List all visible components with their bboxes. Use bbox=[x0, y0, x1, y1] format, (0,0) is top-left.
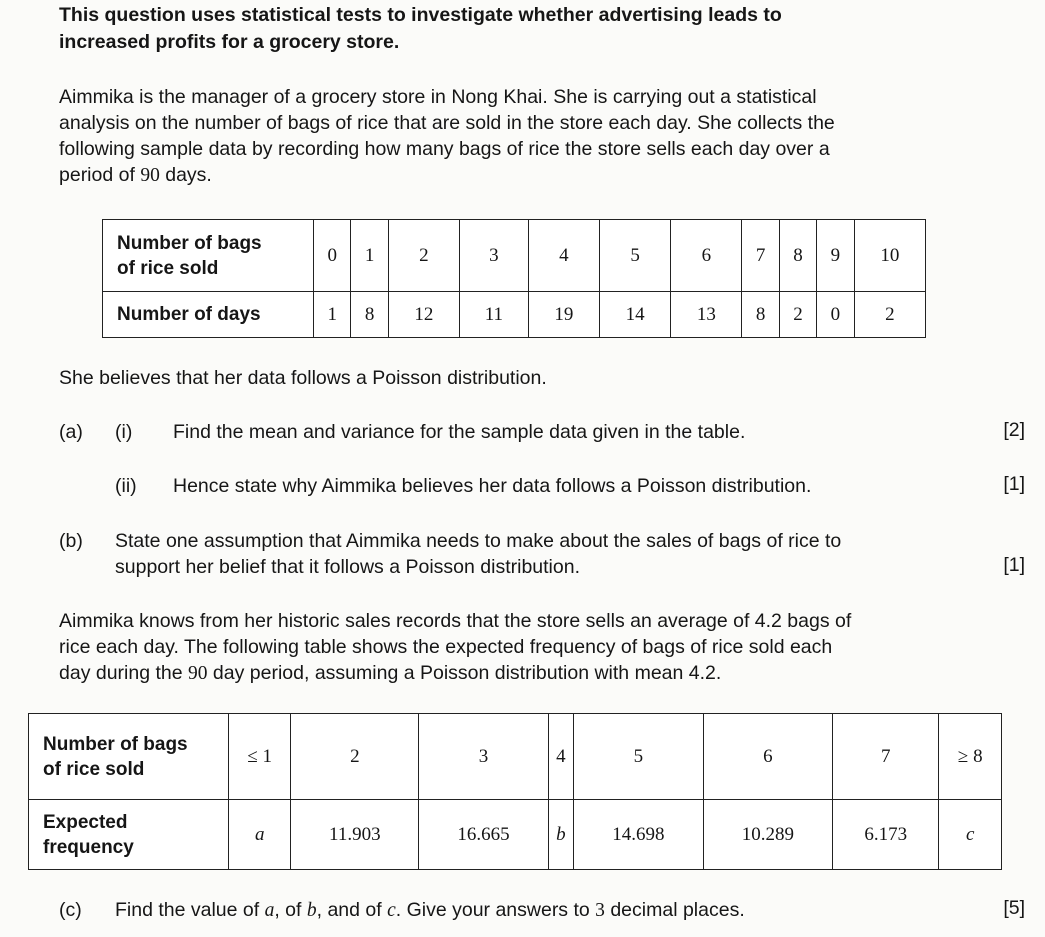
table2-bag-cell: ≥ 8 bbox=[939, 714, 1002, 800]
belief-text: She believes that her data follows a Poisson distribution. bbox=[59, 367, 547, 389]
table1-bag-cell: 6 bbox=[671, 220, 742, 292]
table2-freq-header-line1: Expected bbox=[43, 811, 128, 833]
table2-freq-header bbox=[29, 800, 229, 870]
expected-frequency-table bbox=[28, 713, 1002, 870]
para1-line4-pre: period of bbox=[59, 164, 141, 186]
table2-freq-cell: 11.903 bbox=[291, 800, 419, 870]
part-b-line-2: support her belief that it follows a Poisson distribution. bbox=[115, 556, 581, 578]
table2-freq-cell: 6.173 bbox=[833, 800, 939, 870]
table2-freq-header-line2: frequency bbox=[43, 836, 134, 858]
table2-bags-row bbox=[29, 714, 1002, 800]
table1-day-cell: 14 bbox=[599, 292, 670, 338]
para1-line-4 bbox=[59, 162, 212, 189]
part-a-i-label: (i) bbox=[115, 421, 133, 443]
table2-freq-cell: 10.289 bbox=[703, 800, 832, 870]
table1-bag-cell: 3 bbox=[460, 220, 529, 292]
table1-day-cell: 11 bbox=[460, 292, 529, 338]
table1-day-cell: 2 bbox=[779, 292, 816, 338]
para1-line-2: analysis on the number of bags of rice that are sold in the store each day. She collects the bbox=[59, 112, 835, 134]
table1-bag-cell: 5 bbox=[599, 220, 670, 292]
table1-bag-cell: 10 bbox=[854, 220, 925, 292]
table2-freq-cell-b: b bbox=[548, 800, 574, 870]
table1-bags-header-line2: of rice sold bbox=[117, 257, 219, 279]
para2-line-3 bbox=[59, 660, 721, 687]
part-c-t5: decimal places. bbox=[604, 899, 745, 921]
table2-bag-cell: ≤ 1 bbox=[229, 714, 291, 800]
part-a-ii-label: (ii) bbox=[115, 475, 137, 497]
part-c-var-a: a bbox=[264, 900, 275, 921]
table2-bag-cell: 3 bbox=[419, 714, 548, 800]
part-a-label: (a) bbox=[59, 421, 83, 443]
part-c-num: 3 bbox=[595, 900, 605, 921]
table2-bag-cell: 4 bbox=[548, 714, 574, 800]
table1-day-cell: 0 bbox=[817, 292, 854, 338]
part-b-label: (b) bbox=[59, 530, 83, 552]
table1-day-cell: 8 bbox=[742, 292, 779, 338]
table1-bag-cell: 4 bbox=[528, 220, 599, 292]
intro-line-1: This question uses statistical tests to investigate whether advertising leads to bbox=[59, 4, 782, 26]
table1-bags-header-line1: Number of bags bbox=[117, 232, 262, 254]
table2-freq-cell-a: a bbox=[229, 800, 291, 870]
part-a-i-marks: [2] bbox=[1003, 419, 1025, 441]
table1-day-cell: 12 bbox=[388, 292, 459, 338]
table2-bags-header bbox=[29, 714, 229, 800]
part-c-t3: , and of bbox=[316, 899, 388, 921]
table2-freq-row bbox=[29, 800, 1002, 870]
para2-line3-pre: day during the bbox=[59, 662, 189, 684]
table2-bag-cell: 6 bbox=[703, 714, 832, 800]
part-c-marks: [5] bbox=[1003, 897, 1025, 919]
observed-data-table bbox=[102, 219, 926, 338]
part-c-text bbox=[115, 897, 745, 924]
table1-bags-row bbox=[103, 220, 926, 292]
para1-line4-post: days. bbox=[159, 164, 212, 186]
part-c-t1: Find the value of bbox=[115, 899, 265, 921]
table1-day-cell: 1 bbox=[314, 292, 351, 338]
para2-line3-post: day period, assuming a Poisson distribution with mean 4.2. bbox=[207, 662, 722, 684]
table1-bag-cell: 9 bbox=[817, 220, 854, 292]
para2-line3-num: 90 bbox=[188, 663, 208, 684]
part-b-line-1: State one assumption that Aimmika needs to make about the sales of bags of rice to bbox=[115, 530, 842, 552]
table1-bag-cell: 7 bbox=[742, 220, 779, 292]
table1-bag-cell: 2 bbox=[388, 220, 459, 292]
para1-line-3: following sample data by recording how many bags of rice the store sells each day over a bbox=[59, 138, 830, 160]
table2-bag-cell: 2 bbox=[291, 714, 419, 800]
para1-line-1: Aimmika is the manager of a grocery store in Nong Khai. She is carrying out a statistical bbox=[59, 86, 817, 108]
table1-bag-cell: 8 bbox=[779, 220, 816, 292]
para2-line-2: rice each day. The following table shows the expected frequency of bags of rice sold each bbox=[59, 636, 833, 658]
part-a-ii-text: Hence state why Aimmika believes her data follows a Poisson distribution. bbox=[173, 475, 812, 497]
table1-bag-cell: 1 bbox=[351, 220, 388, 292]
table1-day-cell: 2 bbox=[854, 292, 925, 338]
table1-bag-cell: 0 bbox=[314, 220, 351, 292]
part-c-label: (c) bbox=[59, 899, 82, 921]
part-c-t2: , of bbox=[274, 899, 307, 921]
table1-days-row bbox=[103, 292, 926, 338]
part-b-marks: [1] bbox=[1003, 554, 1025, 576]
table2-freq-cell-c: c bbox=[939, 800, 1002, 870]
part-c-t4: . Give your answers to bbox=[395, 899, 596, 921]
table2-freq-cell: 14.698 bbox=[574, 800, 703, 870]
table1-day-cell: 13 bbox=[671, 292, 742, 338]
para2-line-1: Aimmika knows from her historic sales records that the store sells an average of 4.2 bags of bbox=[59, 610, 852, 632]
table1-day-cell: 8 bbox=[351, 292, 388, 338]
part-c-var-b: b bbox=[306, 900, 317, 921]
table1-days-header: Number of days bbox=[103, 292, 314, 338]
intro-line-2: increased profits for a grocery store. bbox=[59, 31, 400, 53]
table2-bags-header-line2: of rice sold bbox=[43, 758, 145, 780]
table2-bags-header-line1: Number of bags bbox=[43, 733, 188, 755]
table2-bag-cell: 5 bbox=[574, 714, 703, 800]
table1-day-cell: 19 bbox=[528, 292, 599, 338]
part-a-i-text: Find the mean and variance for the sample data given in the table. bbox=[173, 421, 746, 443]
table2-bag-cell: 7 bbox=[833, 714, 939, 800]
table1-bags-header bbox=[103, 220, 314, 292]
part-a-ii-marks: [1] bbox=[1003, 473, 1025, 495]
part-c-var-c: c bbox=[387, 900, 396, 921]
table2-freq-cell: 16.665 bbox=[419, 800, 548, 870]
para1-line4-num: 90 bbox=[140, 165, 160, 186]
